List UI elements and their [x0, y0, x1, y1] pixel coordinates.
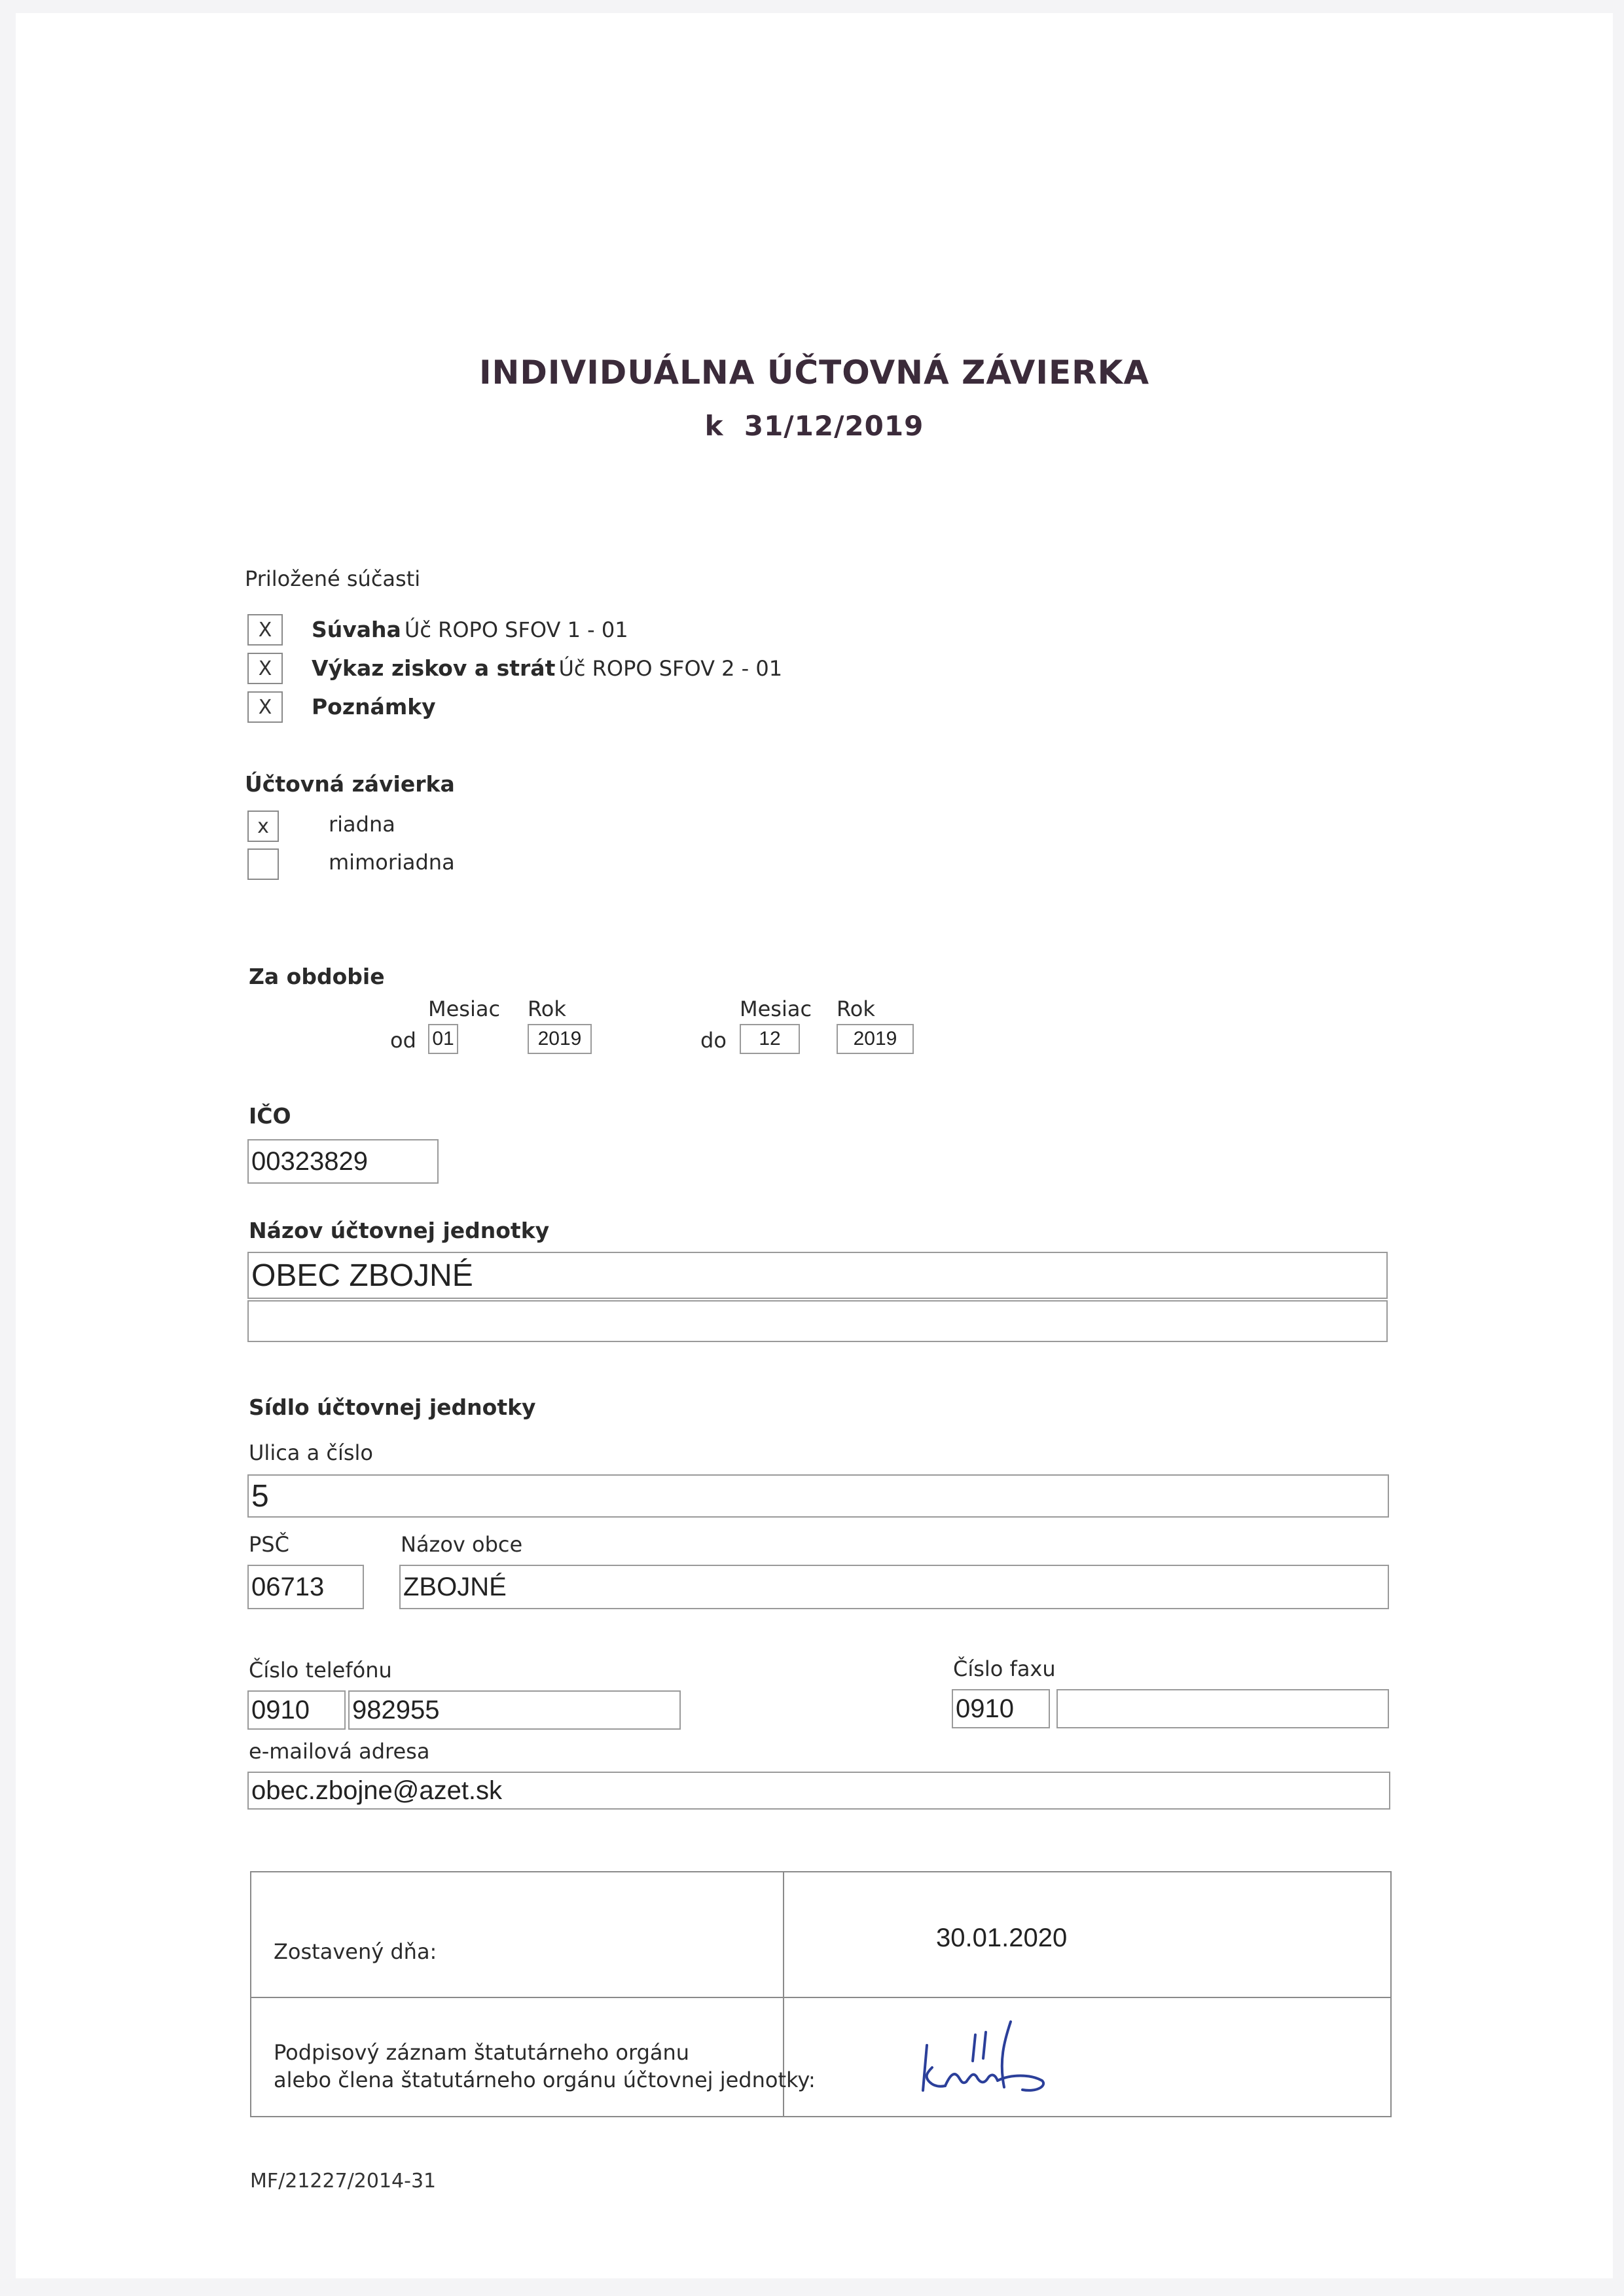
ico-field[interactable]: 00323829 — [247, 1139, 439, 1184]
address-label: Sídlo účtovnej jednotky — [249, 1394, 536, 1420]
compiled-date-label: Zostavený dňa: — [274, 1939, 437, 1964]
attachment-name: Súvaha — [312, 617, 401, 642]
period-to-year-field[interactable]: 2019 — [837, 1024, 914, 1054]
signature-label-line1: Podpisový záznam štatutárneho orgánu — [274, 2040, 690, 2065]
email-label: e-mailová adresa — [249, 1739, 430, 1764]
statement-type-option-regular: riadna — [329, 812, 395, 837]
period-from-year-field[interactable]: 2019 — [528, 1024, 592, 1054]
period-to-month-label: Mesiac — [740, 996, 812, 1021]
statement-type-checkbox-regular[interactable]: x — [247, 811, 279, 842]
attachments-label: Priložené súčasti — [245, 566, 421, 591]
table-horizontal-divider — [251, 1997, 1390, 1998]
period-from-year-label: Rok — [528, 996, 566, 1021]
street-field[interactable]: 5 — [247, 1474, 1389, 1518]
entity-name-field-line1[interactable]: OBEC ZBOJNÉ — [247, 1252, 1388, 1299]
period-from-label: od — [390, 1028, 416, 1053]
fax-label: Číslo faxu — [953, 1656, 1056, 1681]
fax-prefix-field[interactable]: 0910 — [952, 1689, 1050, 1728]
attachment-item-balance — [312, 617, 628, 642]
attachment-item-notes — [312, 694, 436, 720]
statement-type-label: Účtovná závierka — [245, 771, 455, 797]
attachment-checkbox-balance[interactable]: X — [247, 614, 283, 646]
document-date-line: k 31/12/2019 — [704, 410, 924, 442]
email-field[interactable]: obec.zbojne@azet.sk — [247, 1772, 1390, 1810]
entity-name-label: Názov účtovnej jednotky — [249, 1218, 550, 1243]
period-to-year-label: Rok — [837, 996, 875, 1021]
attachment-name: Poznámky — [312, 694, 436, 720]
form-code: MF/21227/2014-31 — [250, 2170, 437, 2193]
attachment-checkbox-income[interactable]: X — [247, 653, 283, 684]
entity-name-field-line2[interactable] — [247, 1300, 1388, 1342]
period-label: Za obdobie — [249, 964, 385, 989]
attachment-name: Výkaz ziskov a strát — [312, 655, 556, 681]
attachment-item-income — [312, 655, 782, 681]
statement-type-option-extraordinary: mimoriadna — [329, 850, 455, 875]
compiled-date-value: 30.01.2020 — [936, 1923, 1068, 1952]
phone-label: Číslo telefónu — [249, 1658, 392, 1683]
period-to-label: do — [700, 1028, 727, 1053]
attachment-code: Úč ROPO SFOV 2 - 01 — [558, 656, 783, 681]
signature-label-line2: alebo člena štatutárneho orgánu účtovnej jednotky: — [274, 2068, 816, 2092]
street-label: Ulica a číslo — [249, 1440, 373, 1465]
statement-type-checkbox-extraordinary[interactable] — [247, 848, 279, 880]
period-from-month-label: Mesiac — [428, 996, 501, 1021]
phone-number-field[interactable]: 982955 — [348, 1690, 681, 1730]
document-page — [16, 13, 1613, 2278]
zip-label: PSČ — [249, 1532, 289, 1557]
period-to-month-field[interactable]: 12 — [740, 1024, 800, 1054]
attachment-checkbox-notes[interactable]: X — [247, 691, 283, 723]
phone-prefix-field[interactable]: 0910 — [247, 1690, 346, 1730]
city-label: Názov obce — [401, 1532, 523, 1557]
zip-field[interactable]: 06713 — [247, 1565, 364, 1609]
city-field[interactable]: ZBOJNÉ — [399, 1565, 1389, 1609]
attachment-code: Úč ROPO SFOV 1 - 01 — [404, 617, 628, 642]
document-title: INDIVIDUÁLNA ÚČTOVNÁ ZÁVIERKA — [478, 354, 1150, 392]
fax-number-field[interactable] — [1056, 1689, 1389, 1728]
period-from-month-field[interactable]: 01 — [428, 1024, 458, 1054]
handwritten-signature — [912, 2009, 1056, 2107]
ico-label: IČO — [249, 1103, 291, 1129]
signature-table — [250, 1871, 1392, 2117]
